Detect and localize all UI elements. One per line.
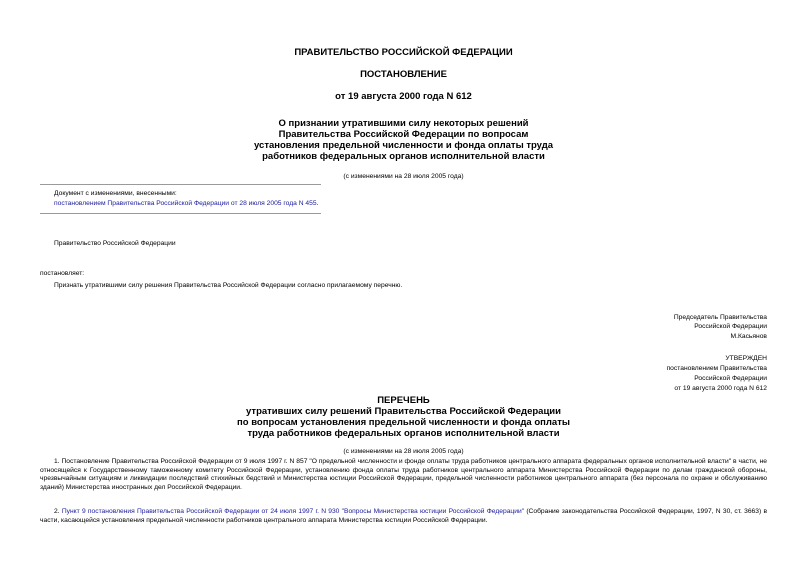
list-item-1: 1. Постановление Правительства Российской Федерации от 9 июля 1997 г. N 857 "О предельной численности и фонде оплаты труда работников центрального аппарата федеральных органов исполнительной власти" в части, не относящейся к Государственному таможенному комитету Российской Федерации, установлению фонда оплаты труда работников центрального аппарата Министерства Российской Федерации по делам гражданской обороны, чрезвычайным ситуациям и ликвидации последствий стихийных бедствий и Министерства юстиции Российской Федерации, предельной численности работников центрального аппарата (без персонала по охране и обслуживанию зданий) Министерства иностранных дел Российской Федерации. bbox=[40, 458, 767, 491]
signature-position: Председатель Правительства bbox=[673, 314, 767, 321]
changes-label: Документ с изменениями, внесенными: bbox=[54, 190, 177, 197]
amendment-link-suffix: . bbox=[316, 200, 319, 207]
list-subtitle-line-3: труда работников федеральных органов исполнительной власти bbox=[247, 428, 560, 439]
list-subtitle-line-2: по вопросам установления предельной численности и фонда оплаты bbox=[237, 417, 570, 428]
document-type: ПОСТАНОВЛЕНИЕ bbox=[360, 69, 447, 80]
signature-name: М.Касьянов bbox=[730, 333, 767, 340]
document-title-line-3: установления предельной численности и фонда оплаты труда bbox=[253, 140, 554, 151]
changes-bottom-rule bbox=[40, 213, 321, 214]
list-item-2 bbox=[40, 508, 767, 525]
list-subtitle-line-1: утративших силу решений Правительства Российской Федерации bbox=[246, 406, 561, 417]
resolution-verb: постановляет: bbox=[40, 270, 85, 277]
issuing-body: Правительство Российской Федерации bbox=[54, 240, 176, 247]
resolution-decision: Признать утратившими силу решения Правительства Российской Федерации согласно прилагаемому перечню. bbox=[54, 282, 403, 289]
document-title-line-1: О признании утратившими силу некоторых решений bbox=[278, 118, 529, 129]
list-item-2-link[interactable]: Пункт 9 постановления Правительства Российской Федерации от 24 июля 1997 г. N 930 "Вопросы Министерства юстиции Российской Федерации" bbox=[61, 508, 525, 515]
list-amendment-note: (с изменениями на 28 июля 2005 года) bbox=[343, 448, 464, 455]
approved-by: постановлением Правительства bbox=[666, 365, 767, 372]
amendment-note: (с изменениями на 28 июля 2005 года) bbox=[343, 173, 464, 180]
signature-organization: Российской Федерации bbox=[694, 323, 767, 330]
document-date-number: от 19 августа 2000 года N 612 bbox=[335, 91, 472, 102]
changes-reference bbox=[54, 200, 318, 209]
changes-top-rule bbox=[40, 184, 321, 185]
amendment-link[interactable]: постановлением Правительства Российской Федерации от 28 июля 2005 года N 455 bbox=[54, 200, 317, 207]
approved-organization: Российской Федерации bbox=[694, 375, 767, 382]
list-item-2-number: 2. bbox=[54, 508, 62, 515]
government-heading: ПРАВИТЕЛЬСТВО РОССИЙСКОЙ ФЕДЕРАЦИИ bbox=[294, 47, 513, 58]
document-title-line-4: работников федеральных органов исполнительной власти bbox=[262, 151, 545, 162]
list-title: ПЕРЕЧЕНЬ bbox=[377, 395, 430, 406]
list-item-2-text: (Собрание законодательства Российской Федерации, 1997, N 30, ст. 3663) в части, касающейся установления предельной численности работников центрального аппарата Министерства юстиции Российской Федерации. bbox=[40, 508, 767, 524]
approved-date: от 19 августа 2000 года N 612 bbox=[674, 385, 767, 392]
document-title-line-2: Правительства Российской Федерации по вопросам bbox=[278, 129, 529, 140]
approved-heading: УТВЕРЖДЕН bbox=[725, 355, 767, 362]
